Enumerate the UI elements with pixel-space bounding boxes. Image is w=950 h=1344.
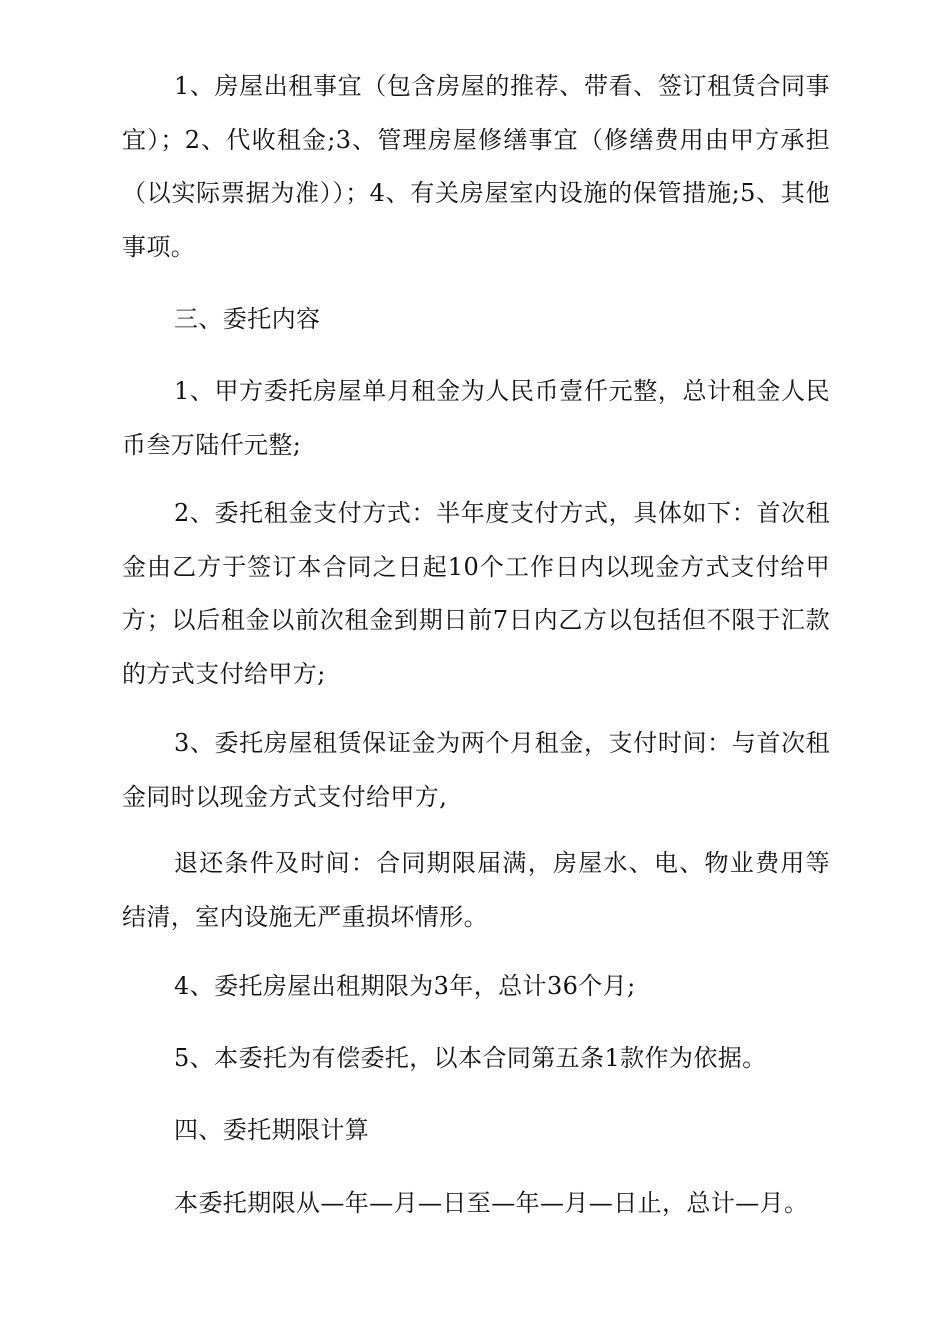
paragraph-monthly-rent: 1、甲方委托房屋单月租金为人民币壹仟元整，总计租金人民币叁万陆仟元整; [122, 377, 830, 459]
paragraph-security-deposit: 3、委托房屋租赁保证金为两个月租金，支付时间：与首次租金同时以现金方式支付给甲方, [122, 729, 830, 811]
paragraph-entrusted-matters: 1、房屋出租事宜（包含房屋的推荐、带看、签订租赁合同事宜）；2、代收租金;3、管理房屋修缮事宜（修缮费用由甲方承担（以实际票据为准））；4、有关房屋室内设施的保管措施;5、其他事项。 [122, 72, 830, 261]
paragraph-lease-term: 4、委托房屋出租期限为3年，总计36个月; [174, 972, 636, 1000]
paragraph-payment-method: 2、委托租金支付方式：半年度支付方式，具体如下：首次租金由乙方于签订本合同之日起10个工作日内以现金方式支付给甲方；以后租金以前次租金到期日前7日内乙方以包括但不限于汇款的方式支付给甲方; [122, 499, 830, 688]
paragraph-refund-conditions: 退还条件及时间：合同期限届满，房屋水、电、物业费用等结清，室内设施无严重损坏情形。 [122, 849, 830, 931]
section-heading-term-calculation: 四、委托期限计算 [174, 1116, 370, 1144]
paragraph-paid-entrustment: 5、本委托为有偿委托，以本合同第五条1款作为依据。 [174, 1044, 767, 1072]
paragraph-term-period: 本委托期限从—年—月—日至—年—月—日止，总计—月。 [174, 1189, 809, 1217]
section-heading-entrustment-content: 三、委托内容 [174, 305, 321, 333]
